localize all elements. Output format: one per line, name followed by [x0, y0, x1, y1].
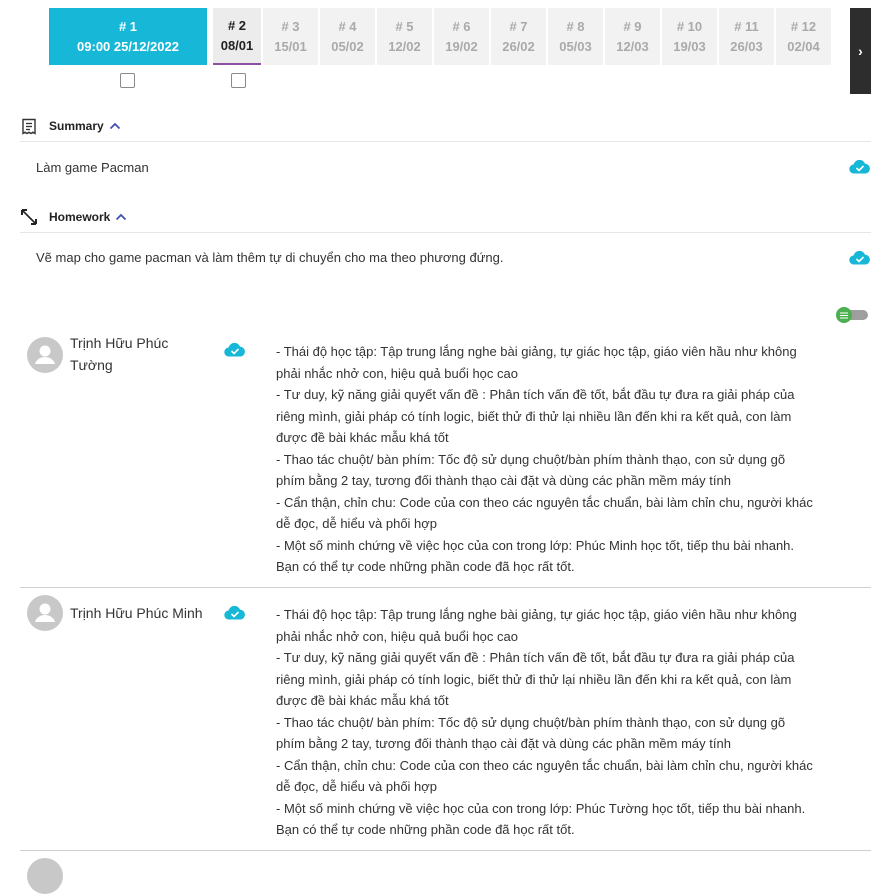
session-date: 26/02: [502, 39, 535, 54]
session-number: # 4: [338, 19, 357, 34]
avatar: [27, 858, 63, 894]
session-date: 08/01: [220, 38, 254, 53]
session-tab-4[interactable]: [320, 8, 375, 65]
session-number: # 11: [734, 19, 759, 34]
cloud-done-icon: [849, 251, 871, 265]
session-number: # 3: [281, 19, 300, 34]
comment-toggle[interactable]: [836, 307, 869, 323]
session-tab-9[interactable]: [605, 8, 660, 65]
session-date: 19/03: [673, 39, 706, 54]
session-date: 05/03: [559, 39, 592, 54]
student-comment: - Thái độ học tập: Tập trung lắng nghe bài giảng, tự giác học tập, giáo viên hầu như không phải nhắc nhở con, hiệu quả buổi học cao - Tư duy, kỹ năng giải quyết vấn đề : Phân tích vấn đề tốt, bắt đầu tự đưa ra giải pháp của riêng mình, giải pháp có tính logic, biết thử đi thử lại nhiều lần đến khi ra kết quả, con làm được đề bài khác mẫu khá tốt - Thao tác chuột/ bàn phím: Tốc độ sử dụng chuột/bàn phím thành thạo, con sử dụng gõ phím bằng 2 tay, tương đối thành thạo cài đặt và dùng các phần mềm máy tính - Cẩn thận, chỉn chu: Code của con theo các nguyên tắc chuẩn, bài làm chỉn chu, người khác dễ đọc, dễ hiểu và phối hợp - Một số minh chứng về việc học của con trong lớp: Phúc Minh học tốt, tiếp thu bài nhanh. Bạn có thể tự code những phần code đã học rất tốt.: [276, 344, 813, 574]
avatar: [27, 337, 63, 373]
cloud-done-icon: [224, 343, 246, 357]
homework-header[interactable]: [20, 208, 127, 226]
student-divider: [20, 850, 871, 851]
session-tab-7[interactable]: [491, 8, 546, 65]
list-icon: [836, 307, 852, 323]
session-tabs: [49, 8, 833, 65]
session-tab-10[interactable]: [662, 8, 717, 65]
summary-label: Summary: [49, 119, 104, 133]
session-date: 02/04: [787, 39, 820, 54]
session-number: # 7: [509, 19, 528, 34]
session-tab-2[interactable]: [213, 8, 261, 65]
chevron-right-icon: ›: [858, 43, 863, 59]
student-divider: [20, 587, 871, 588]
cloud-done-icon: [849, 160, 871, 174]
homework-label: Homework: [49, 210, 111, 224]
receipt-icon: [20, 117, 38, 135]
avatar: [27, 595, 63, 631]
session-2-checkbox[interactable]: [231, 73, 246, 88]
session-tab-6[interactable]: [434, 8, 489, 65]
session-tab-3[interactable]: [263, 8, 318, 65]
session-number: # 8: [566, 19, 585, 34]
chevron-up-icon[interactable]: [115, 210, 127, 224]
session-date: 15/01: [274, 39, 307, 54]
session-date: 05/02: [331, 39, 364, 54]
session-tab-8[interactable]: [548, 8, 603, 65]
session-number: # 9: [623, 19, 642, 34]
next-sessions-button[interactable]: [850, 8, 871, 94]
session-tab-5[interactable]: [377, 8, 432, 65]
session-number: # 2: [227, 18, 247, 33]
session-number: # 10: [676, 19, 703, 34]
session-date: 26/03: [730, 39, 763, 54]
session-tab-11[interactable]: [719, 8, 774, 65]
session-tab-1[interactable]: [49, 8, 207, 65]
chevron-up-icon[interactable]: [109, 119, 121, 133]
student-name: Trịnh Hữu Phúc Tường: [70, 335, 169, 373]
session-tab-12[interactable]: [776, 8, 831, 65]
student-name: Trịnh Hữu Phúc Minh: [70, 605, 203, 621]
summary-divider: [20, 141, 871, 142]
session-number: # 6: [452, 19, 471, 34]
student-comment: - Thái độ học tập: Tập trung lắng nghe bài giảng, tự giác học tập, giáo viên hầu như không phải nhắc nhở con, hiệu quả buổi học cao - Tư duy, kỹ năng giải quyết vấn đề : Phân tích vấn đề tốt, bắt đầu tự đưa ra giải pháp của riêng mình, giải pháp có tính logic, biết thử đi thử lại nhiều lần đến khi ra kết quả, con làm được đề bài khác mẫu khá tốt - Thao tác chuột/ bàn phím: Tốc độ sử dụng chuột/bàn phím thành thạo, con sử dụng gõ phím bằng 2 tay, tương đối thành thạo cài đặt và dùng các phần mềm máy tính - Cẩn thận, chỉn chu: Code của con theo các nguyên tắc chuẩn, bài làm chỉn chu, người khác dễ đọc, dễ hiểu và phối hợp - Một số minh chứng về việc học của con trong lớp: Phúc Tường học tốt, tiếp thu bài nhanh. Bạn có thể tự code những phần code đã học rất tốt.: [276, 607, 813, 837]
session-date: 12/03: [616, 39, 649, 54]
session-number: # 1: [118, 19, 138, 34]
session-date: 19/02: [445, 39, 478, 54]
arrows-diagonal-icon: [20, 208, 38, 226]
homework-text: Vẽ map cho game pacman và làm thêm tự di chuyển cho ma theo phương đứng.: [36, 250, 504, 265]
session-1-checkbox[interactable]: [120, 73, 135, 88]
summary-text: Làm game Pacman: [36, 160, 149, 175]
session-number: # 12: [790, 19, 817, 34]
cloud-done-icon: [224, 606, 246, 620]
summary-header[interactable]: [20, 117, 121, 135]
session-date: 12/02: [388, 39, 421, 54]
session-date: 09:00 25/12/2022: [77, 39, 179, 54]
session-number: # 5: [395, 19, 414, 34]
homework-divider: [20, 232, 871, 233]
